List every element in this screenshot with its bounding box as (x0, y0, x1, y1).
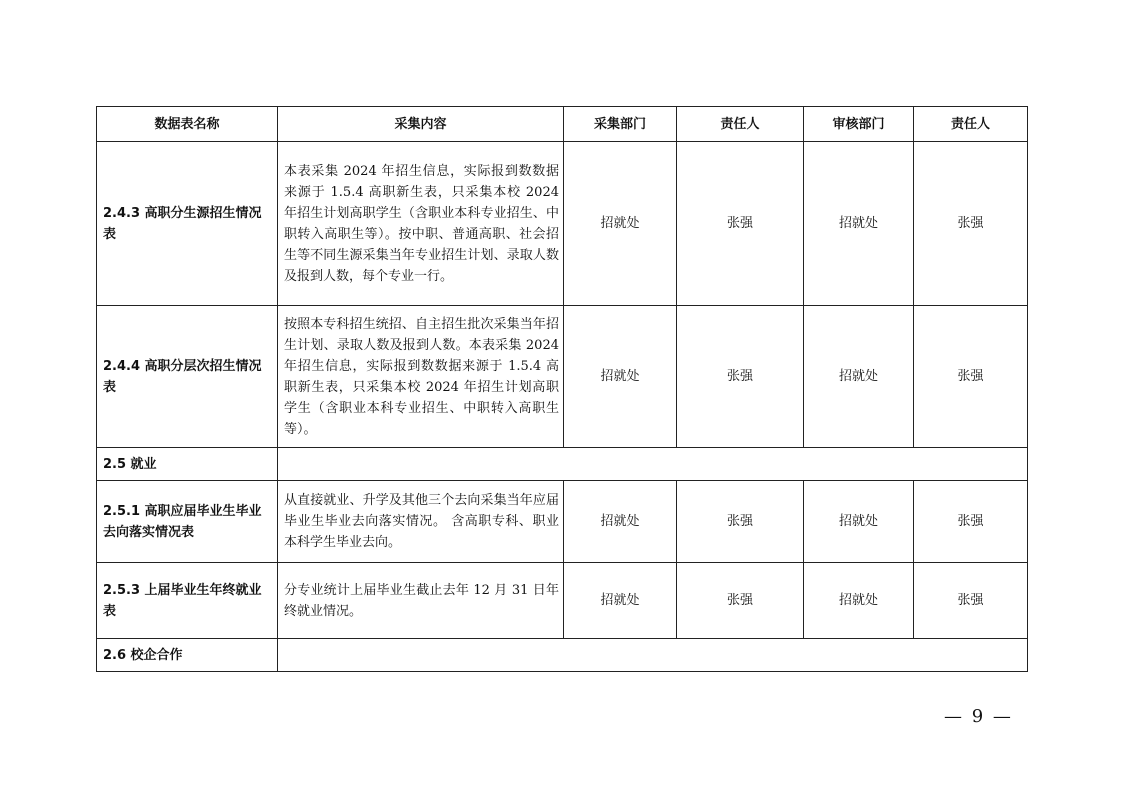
row-name: 2.5.1 高职应届毕业生毕业去向落实情况表 (97, 481, 278, 563)
section-empty-cell (278, 639, 1028, 672)
header-person: 责任人 (677, 107, 804, 142)
header-content: 采集内容 (278, 107, 564, 142)
section-row (97, 448, 1028, 481)
row-person: 张强 (677, 306, 804, 448)
section-title: 2.6 校企合作 (97, 639, 278, 672)
page-number: — 9 — (944, 706, 1013, 727)
row-reviewer: 张强 (914, 142, 1028, 306)
section-empty-cell (278, 448, 1028, 481)
header-table-name: 数据表名称 (97, 107, 278, 142)
row-review-dept: 招就处 (804, 142, 914, 306)
row-content: 分专业统计上届毕业生截止去年 12 月 31 日年终就业情况。 (278, 563, 564, 639)
row-collect-dept: 招就处 (564, 142, 677, 306)
row-review-dept: 招就处 (804, 563, 914, 639)
row-person: 张强 (677, 481, 804, 563)
row-name: 2.4.3 高职分生源招生情况表 (97, 142, 278, 306)
section-title: 2.5 就业 (97, 448, 278, 481)
row-content: 本表采集 2024 年招生信息，实际报到数数据来源于 1.5.4 高职新生表，只采集本校 2024 年招生计划高职学生（含职业本科专业招生、中职转入高职生等）。按中职、普通高职、社会招生等不同生源采集当年专业招生计划、录取人数及报到人数，每个专业一行。 (278, 142, 564, 306)
table-row (97, 481, 1028, 563)
row-collect-dept: 招就处 (564, 306, 677, 448)
table-row (97, 142, 1028, 306)
row-review-dept: 招就处 (804, 306, 914, 448)
row-reviewer: 张强 (914, 481, 1028, 563)
row-collect-dept: 招就处 (564, 563, 677, 639)
row-name: 2.5.3 上届毕业生年终就业表 (97, 563, 278, 639)
header-review-dept: 审核部门 (804, 107, 914, 142)
row-collect-dept: 招就处 (564, 481, 677, 563)
row-person: 张强 (677, 563, 804, 639)
table-row (97, 563, 1028, 639)
table-row (97, 306, 1028, 448)
row-content: 从直接就业、升学及其他三个去向采集当年应届毕业生毕业去向落实情况。 含高职专科、职业本科学生毕业去向。 (278, 481, 564, 563)
row-name: 2.4.4 高职分层次招生情况表 (97, 306, 278, 448)
header-reviewer: 责任人 (914, 107, 1028, 142)
data-collection-table (96, 106, 1028, 672)
section-row (97, 639, 1028, 672)
table-header-row (97, 107, 1028, 142)
row-reviewer: 张强 (914, 563, 1028, 639)
row-reviewer: 张强 (914, 306, 1028, 448)
row-person: 张强 (677, 142, 804, 306)
row-review-dept: 招就处 (804, 481, 914, 563)
header-collect-dept: 采集部门 (564, 107, 677, 142)
row-content: 按照本专科招生统招、自主招生批次采集当年招生计划、录取人数及报到人数。本表采集 2024 年招生信息，实际报到数数据来源于 1.5.4 高职新生表，只采集本校 2024 年招生计划高职学生（含职业本科专业招生、中职转入高职生等）。 (278, 306, 564, 448)
